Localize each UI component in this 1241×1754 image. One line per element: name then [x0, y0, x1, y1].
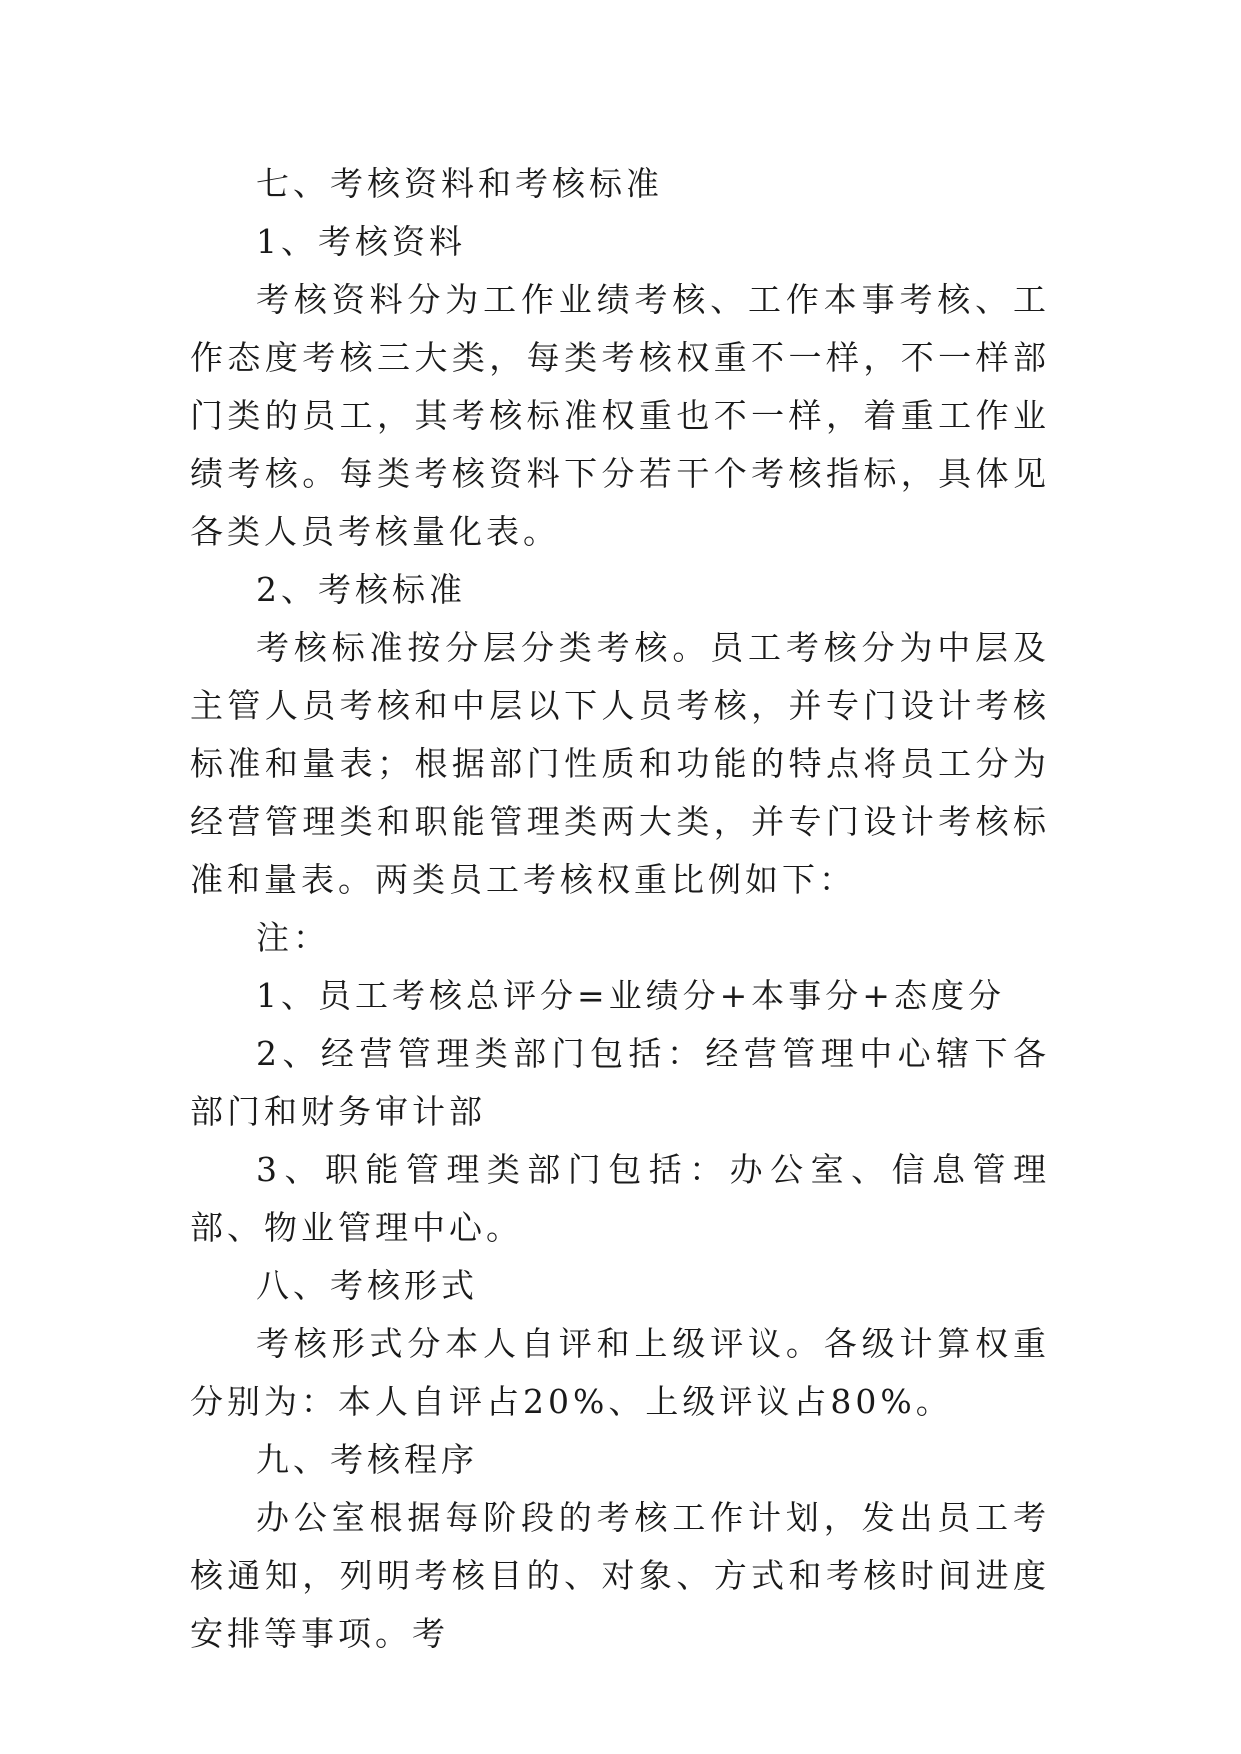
document-body — [190, 155, 1050, 1663]
paragraph-assessment-form: 考核形式分本人自评和上级评议。各级计算权重分别为：本人自评占20%、上级评议占80%。 — [190, 1324, 1050, 1421]
section-heading-8: 八、考核形式 — [256, 1266, 478, 1305]
paragraph-assessment-procedure: 办公室根据每阶段的考核工作计划，发出员工考核通知，列明考核目的、对象、方式和考核时间进度安排等事项。考 — [190, 1498, 1050, 1653]
subheading-assessment-content: 1、考核资料 — [256, 222, 466, 261]
note-item-2: 2、经营管理类部门包括：经营管理中心辖下各部门和财务审计部 — [190, 1034, 1050, 1131]
note-label: 注： — [256, 918, 330, 957]
section-heading-7: 七、考核资料和考核标准 — [256, 164, 663, 203]
subheading-assessment-standard: 2、考核标准 — [256, 570, 466, 609]
note-item-1: 1、员工考核总评分=业绩分+本事分+态度分 — [256, 976, 1005, 1015]
paragraph-assessment-content: 考核资料分为工作业绩考核、工作本事考核、工作态度考核三大类，每类考核权重不一样，不一样部门类的员工，其考核标准权重也不一样，着重工作业绩考核。每类考核资料下分若干个考核指标，具体见各类人员考核量化表。 — [190, 280, 1050, 551]
section-heading-9: 九、考核程序 — [256, 1440, 478, 1479]
note-item-3: 3、职能管理类部门包括：办公室、信息管理部、物业管理中心。 — [190, 1150, 1050, 1247]
paragraph-assessment-standard: 考核标准按分层分类考核。员工考核分为中层及主管人员考核和中层以下人员考核，并专门设计考核标准和量表；根据部门性质和功能的特点将员工分为经营管理类和职能管理类两大类，并专门设计考核标准和量表。两类员工考核权重比例如下： — [190, 628, 1050, 899]
